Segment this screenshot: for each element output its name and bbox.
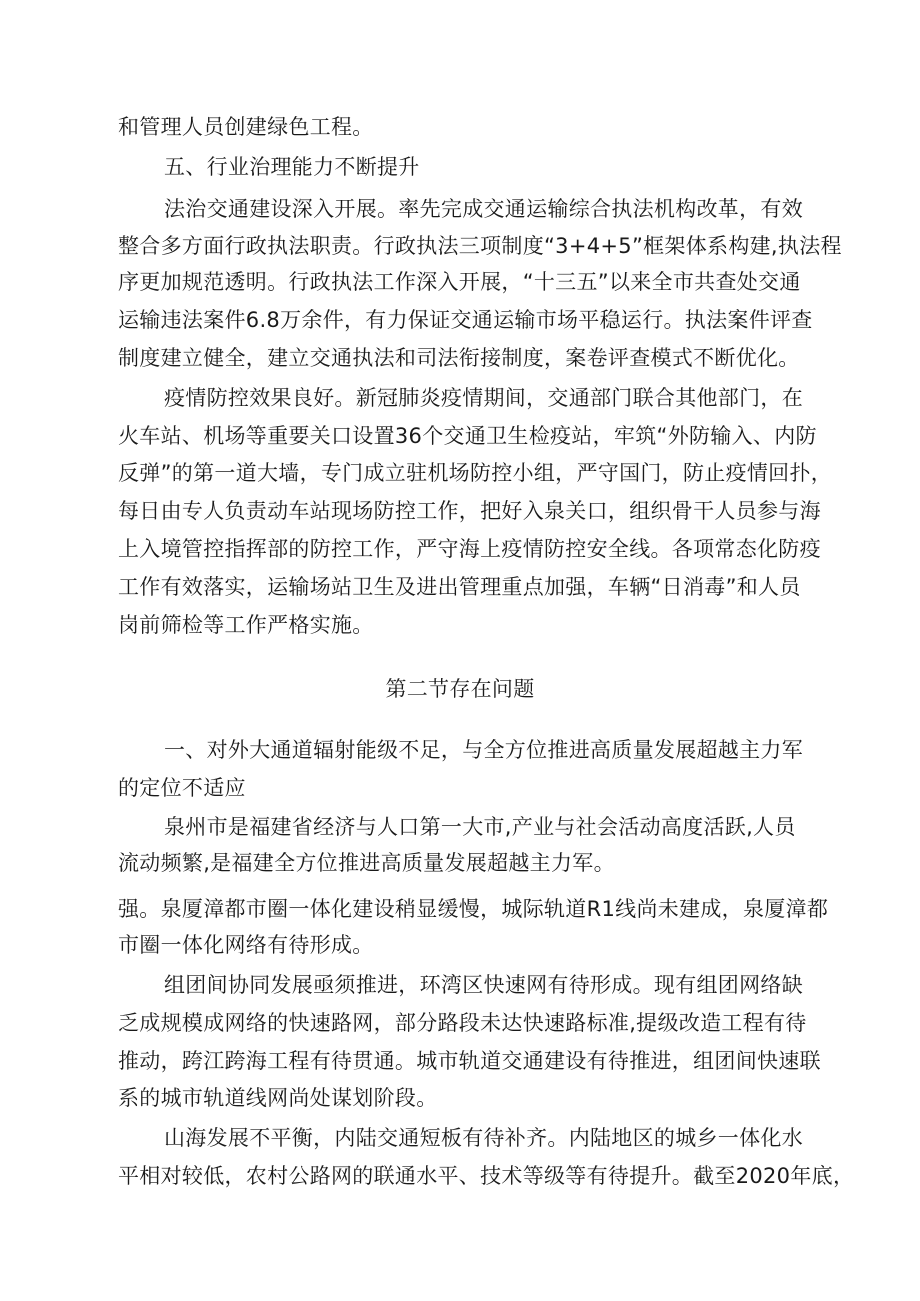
text-line: 泉州市是福建省经济与人口第一大市,产业与社会活动高度活跃,人员 xyxy=(164,815,796,839)
text-line: 反弹”的第一道大墙，专门成立驻机场防控小组，严守国门，防止疫情回扑， xyxy=(118,461,833,485)
text-line: 整合多方面行政执法职责。行政执法三项制度“3+4+5”框架体系构建,执法程 xyxy=(118,234,842,258)
section-title: 第二节存在问题 xyxy=(385,677,535,701)
section-heading: 五、行业治理能力不断提升 xyxy=(164,155,420,179)
text-line: 和管理人员创建绿色工程。 xyxy=(118,115,374,139)
text-line: 工作有效落实，运输场站卫生及进出管理重点加强，车辆“日消毒”和人员 xyxy=(118,575,801,599)
text-line: 运输违法案件6.8万余件，有力保证交通运输市场平稳运行。执法案件评查 xyxy=(118,308,813,332)
text-line: 乏成规模成网络的快速路网，部分路段未达快速路标准,提级改造工程有待 xyxy=(118,1011,807,1035)
text-line: 推动，跨江跨海工程有待贯通。城市轨道交通建设有待推进，组团间快速联 xyxy=(118,1049,821,1073)
text-line: 组团间协同发展亟须推进，环湾区快速网有待形成。现有组团网络缺 xyxy=(164,973,803,997)
text-line: 每日由专人负责动车站现场防控工作，把好入泉关口，组织骨干人员参与海 xyxy=(118,499,821,523)
text-line: 疫情防控效果良好。新冠肺炎疫情期间，交通部门联合其他部门，在 xyxy=(164,386,803,410)
text-line: 系的城市轨道线网尚处谋划阶段。 xyxy=(118,1086,438,1110)
text-line: 制度建立健全，建立交通执法和司法衔接制度，案卷评查模式不断优化。 xyxy=(118,346,800,370)
text-line: 山海发展不平衡，内陆交通短板有待补齐。内陆地区的城乡一体化水 xyxy=(164,1126,803,1150)
text-line: 市圈一体化网络有待形成。 xyxy=(118,933,374,957)
text-line: 序更加规范透明。行政执法工作深入开展，“十三五”以来全市共查处交通 xyxy=(118,270,801,294)
text-line: 火车站、机场等重要关口设置36个交通卫生检疫站，牢筑“外防输入、内防 xyxy=(118,424,817,448)
text-line: 一、对外大通道辐射能级不足，与全方位推进高质量发展超越主力军 xyxy=(164,738,803,762)
text-line: 强。泉厦漳都市圈一体化建设稍显缓慢，城际轨道R1线尚未建成，泉厦漳都 xyxy=(118,897,829,921)
text-line: 流动频繁,是福建全方位推进高质量发展超越主力军。 xyxy=(118,851,615,875)
text-line: 平相对较低，农村公路网的联通水平、技术等级等有待提升。截至2020年底， xyxy=(118,1164,855,1188)
text-line: 上入境管控指挥部的防控工作，严守海上疫情防控安全线。各项常态化防疫 xyxy=(118,537,821,561)
text-line: 岗前筛检等工作严格实施。 xyxy=(118,613,374,637)
text-line: 的定位不适应 xyxy=(118,776,246,800)
text-line: 法治交通建设深入开展。率先完成交通运输综合执法机构改革，有效 xyxy=(164,197,803,221)
